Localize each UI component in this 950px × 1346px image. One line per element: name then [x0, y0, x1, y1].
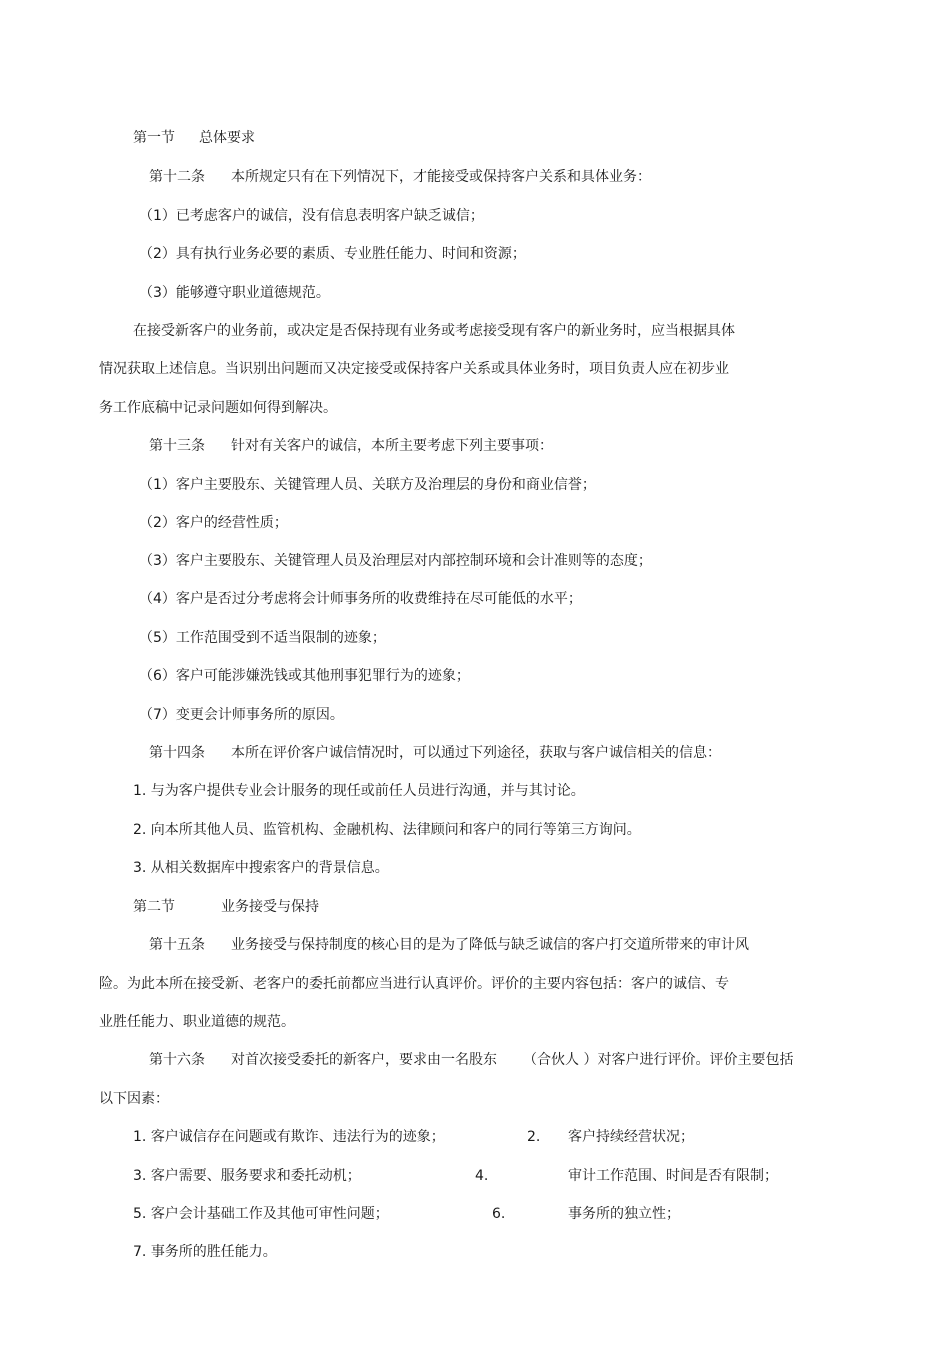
article-16-continuation: 以下因素： [99, 1091, 169, 1107]
article-12-paragraph-line: 在接受新客户的业务前，或决定是否保持现有业务或考虑接受现有客户的新业务时，应当根据具体 [133, 323, 735, 339]
section-2-heading [133, 897, 319, 917]
section-1-number: 第一节 [133, 130, 175, 146]
section-2-number: 第二节 [133, 899, 175, 915]
article-13-item: （2）客户的经营性质； [139, 515, 288, 531]
article-13-label: 第十三条 [149, 438, 205, 454]
factor-item [133, 1166, 361, 1186]
factor-item [133, 1242, 277, 1262]
factor-text: 客户需要、服务要求和委托动机； [150, 1168, 361, 1184]
article-13-item: （3）客户主要股东、关键管理人员及治理层对内部控制环境和会计准则等的态度； [139, 553, 652, 569]
factor-number: 6. [492, 1206, 506, 1222]
factor-item [133, 1204, 389, 1224]
factor-number: 1. [133, 1129, 147, 1145]
article-12-item: （1）已考虑客户的诚信，没有信息表明客户缺乏诚信； [139, 208, 484, 224]
article-15-paragraph-line: 险。为此本所在接受新、老客户的委托前都应当进行认真评价。评价的主要内容包括：客户的诚信、专 [99, 976, 729, 992]
factor-number: 7. [133, 1244, 147, 1260]
factor-text: 客户会计基础工作及其他可审性问题； [150, 1206, 389, 1222]
article-14-label: 第十四条 [149, 745, 205, 761]
article-13-item: （5）工作范围受到不适当限制的迹象； [139, 630, 386, 646]
factor-text: 事务所的胜任能力。 [150, 1244, 277, 1260]
factor-number: 2. [527, 1129, 541, 1145]
factor-text: 事务所的独立性； [568, 1206, 680, 1222]
article-14-item: 3. 从相关数据库中搜索客户的背景信息。 [133, 860, 389, 876]
article-14-item: 1. 与为客户提供专业会计服务的现任或前任人员进行沟通，并与其讨论。 [133, 783, 585, 799]
article-12-paragraph-line: 务工作底稿中记录问题如何得到解决。 [99, 400, 337, 416]
article-16-heading [149, 1050, 793, 1070]
article-15-text: 业务接受与保持制度的核心目的是为了降低与缺乏诚信的客户打交道所带来的审计风 [231, 937, 749, 953]
article-16-label: 第十六条 [149, 1052, 205, 1068]
article-12-paragraph-line: 情况获取上述信息。当识别出问题而又决定接受或保持客户关系或具体业务时，项目负责人应在初步业 [99, 361, 729, 377]
factor-number: 3. [133, 1168, 147, 1184]
article-13-item: （6）客户可能涉嫌洗钱或其他刑事犯罪行为的迹象； [139, 668, 470, 684]
factor-number: 5. [133, 1206, 147, 1222]
article-12-item: （3）能够遵守职业道德规范。 [139, 285, 330, 301]
article-13-item: （1）客户主要股东、关键管理人员、关联方及治理层的身份和商业信誉； [139, 477, 596, 493]
article-16-text-b: （合伙人 ）对客户进行评价。评价主要包括 [523, 1052, 794, 1068]
article-13-item: （4）客户是否过分考虑将会计师事务所的收费维持在尽可能低的水平； [139, 591, 582, 607]
article-15-heading [149, 935, 749, 955]
factor-text: 客户持续经营状况； [568, 1129, 694, 1145]
article-14-heading [149, 743, 721, 763]
article-12-text: 本所规定只有在下列情况下，才能接受或保持客户关系和具体业务： [231, 169, 651, 185]
article-13-text: 针对有关客户的诚信，本所主要考虑下列主要事项： [231, 438, 553, 454]
factor-text: 审计工作范围、时间是否有限制； [568, 1168, 778, 1184]
section-1-heading [133, 128, 255, 148]
article-13-heading [149, 436, 553, 456]
article-15-label: 第十五条 [149, 937, 205, 953]
factor-text: 客户诚信存在问题或有欺诈、违法行为的迹象； [150, 1129, 445, 1145]
factor-number: 4. [475, 1168, 489, 1184]
article-12-label: 第十二条 [149, 169, 205, 185]
factor-item [133, 1127, 445, 1147]
article-16-text-a: 对首次接受委托的新客户，要求由一名股东 [231, 1052, 497, 1068]
article-14-text: 本所在评价客户诚信情况时，可以通过下列途径，获取与客户诚信相关的信息： [231, 745, 721, 761]
section-1-title: 总体要求 [199, 130, 255, 146]
article-13-item: （7）变更会计师事务所的原因。 [139, 707, 344, 723]
article-15-paragraph-line: 业胜任能力、职业道德的规范。 [99, 1014, 295, 1030]
article-14-item: 2. 向本所其他人员、监管机构、金融机构、法律顾问和客户的同行等第三方询问。 [133, 822, 641, 838]
article-12-heading [149, 167, 651, 187]
section-2-title: 业务接受与保持 [221, 899, 319, 915]
article-12-item: （2）具有执行业务必要的素质、专业胜任能力、时间和资源； [139, 246, 526, 262]
